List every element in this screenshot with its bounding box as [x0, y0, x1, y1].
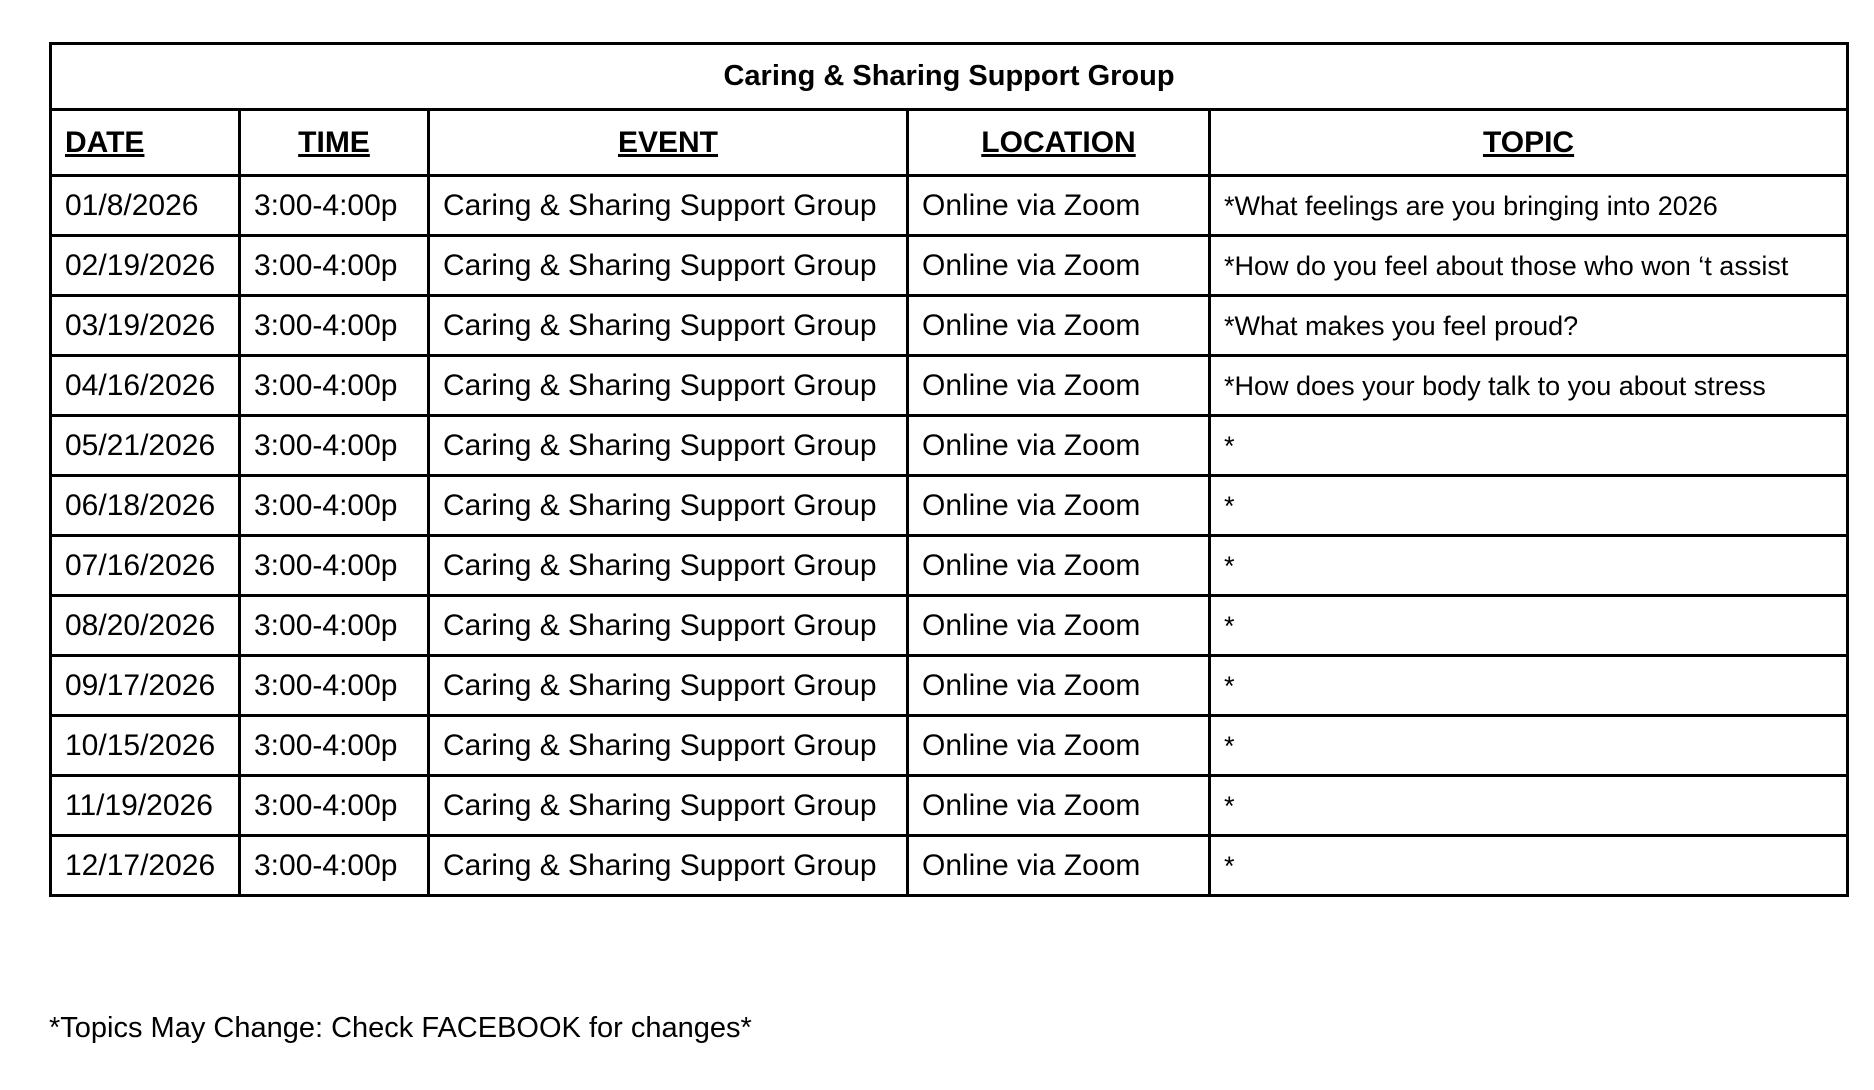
table-row	[51, 476, 1848, 536]
topic-cell: *What makes you feel proud?	[1210, 296, 1848, 356]
topic-cell: *	[1210, 536, 1848, 596]
event-cell: Caring & Sharing Support Group	[429, 536, 908, 596]
event-cell: Caring & Sharing Support Group	[429, 296, 908, 356]
table-row	[51, 296, 1848, 356]
location-cell: Online via Zoom	[908, 776, 1210, 836]
date-cell: 02/19/2026	[51, 236, 240, 296]
event-cell: Caring & Sharing Support Group	[429, 416, 908, 476]
table-row	[51, 236, 1848, 296]
table-row	[51, 716, 1848, 776]
table-row	[51, 776, 1848, 836]
time-cell: 3:00-4:00p	[240, 716, 429, 776]
time-cell: 3:00-4:00p	[240, 776, 429, 836]
table-row	[51, 536, 1848, 596]
event-cell: Caring & Sharing Support Group	[429, 716, 908, 776]
topic-cell: *	[1210, 476, 1848, 536]
column-header-topic: TOPIC	[1210, 110, 1848, 176]
event-cell: Caring & Sharing Support Group	[429, 776, 908, 836]
time-cell: 3:00-4:00p	[240, 656, 429, 716]
date-cell: 09/17/2026	[51, 656, 240, 716]
event-cell: Caring & Sharing Support Group	[429, 176, 908, 236]
time-cell: 3:00-4:00p	[240, 836, 429, 896]
event-cell: Caring & Sharing Support Group	[429, 836, 908, 896]
topic-cell: *How do you feel about those who won ‘t assist	[1210, 236, 1848, 296]
event-cell: Caring & Sharing Support Group	[429, 356, 908, 416]
time-cell: 3:00-4:00p	[240, 176, 429, 236]
location-cell: Online via Zoom	[908, 296, 1210, 356]
event-cell: Caring & Sharing Support Group	[429, 236, 908, 296]
location-cell: Online via Zoom	[908, 236, 1210, 296]
column-header-date: DATE	[51, 110, 240, 176]
time-cell: 3:00-4:00p	[240, 416, 429, 476]
time-cell: 3:00-4:00p	[240, 476, 429, 536]
table-header-row	[51, 110, 1848, 176]
topic-cell: *How does your body talk to you about stress	[1210, 356, 1848, 416]
location-cell: Online via Zoom	[908, 836, 1210, 896]
table-title-row	[51, 44, 1848, 110]
table-row	[51, 176, 1848, 236]
location-cell: Online via Zoom	[908, 656, 1210, 716]
date-cell: 12/17/2026	[51, 836, 240, 896]
table-row	[51, 356, 1848, 416]
location-cell: Online via Zoom	[908, 716, 1210, 776]
date-cell: 06/18/2026	[51, 476, 240, 536]
time-cell: 3:00-4:00p	[240, 596, 429, 656]
location-cell: Online via Zoom	[908, 356, 1210, 416]
event-cell: Caring & Sharing Support Group	[429, 596, 908, 656]
topic-cell: *What feelings are you bringing into 2026	[1210, 176, 1848, 236]
table-row	[51, 416, 1848, 476]
table-row	[51, 596, 1848, 656]
topic-cell: *	[1210, 776, 1848, 836]
schedule-table	[49, 42, 1849, 897]
table-title: Caring & Sharing Support Group	[51, 44, 1848, 110]
topic-cell: *	[1210, 716, 1848, 776]
topic-cell: *	[1210, 596, 1848, 656]
event-cell: Caring & Sharing Support Group	[429, 656, 908, 716]
date-cell: 05/21/2026	[51, 416, 240, 476]
time-cell: 3:00-4:00p	[240, 296, 429, 356]
date-cell: 11/19/2026	[51, 776, 240, 836]
time-cell: 3:00-4:00p	[240, 236, 429, 296]
time-cell: 3:00-4:00p	[240, 536, 429, 596]
location-cell: Online via Zoom	[908, 596, 1210, 656]
date-cell: 08/20/2026	[51, 596, 240, 656]
location-cell: Online via Zoom	[908, 536, 1210, 596]
event-cell: Caring & Sharing Support Group	[429, 476, 908, 536]
date-cell: 01/8/2026	[51, 176, 240, 236]
column-header-location: LOCATION	[908, 110, 1210, 176]
topic-cell: *	[1210, 836, 1848, 896]
date-cell: 10/15/2026	[51, 716, 240, 776]
location-cell: Online via Zoom	[908, 176, 1210, 236]
column-header-event: EVENT	[429, 110, 908, 176]
date-cell: 03/19/2026	[51, 296, 240, 356]
table-row	[51, 656, 1848, 716]
footnote: *Topics May Change: Check FACEBOOK for changes*	[49, 1012, 752, 1044]
location-cell: Online via Zoom	[908, 416, 1210, 476]
date-cell: 04/16/2026	[51, 356, 240, 416]
topic-cell: *	[1210, 416, 1848, 476]
topic-cell: *	[1210, 656, 1848, 716]
column-header-time: TIME	[240, 110, 429, 176]
time-cell: 3:00-4:00p	[240, 356, 429, 416]
location-cell: Online via Zoom	[908, 476, 1210, 536]
date-cell: 07/16/2026	[51, 536, 240, 596]
table-row	[51, 836, 1848, 896]
